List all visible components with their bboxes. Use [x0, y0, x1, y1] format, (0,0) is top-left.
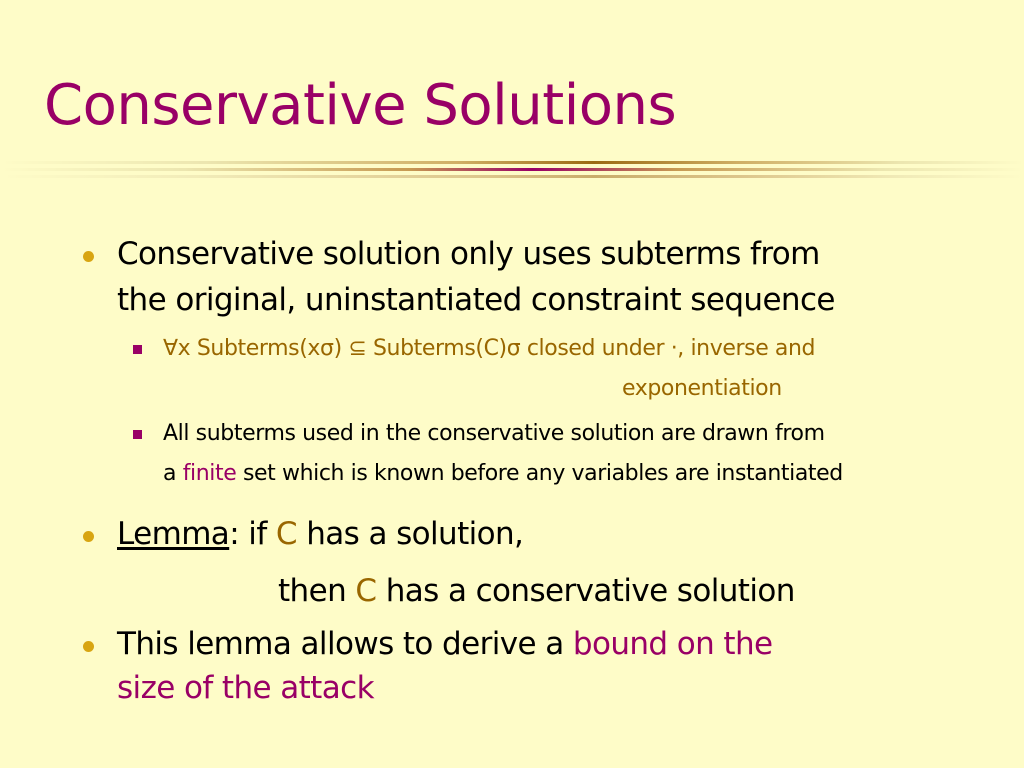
- bound-highlight-2: size of the attack: [117, 670, 374, 706]
- sub-bullet-2-suffix: set which is known before any variables are instantiated: [236, 461, 843, 486]
- finite-highlight: finite: [182, 461, 237, 486]
- lemma-line-2: [278, 573, 795, 609]
- sub-bullet-square-icon: [133, 430, 142, 439]
- sub-bullet-square-icon: [133, 345, 142, 354]
- bullet-3-line-1: [117, 626, 773, 662]
- then-rest: has a conservative solution: [376, 573, 795, 609]
- slide-title: Conservative Solutions: [44, 73, 677, 138]
- title-divider-bottom: [0, 175, 1024, 178]
- sub-bullet-1-line-2: exponentiation: [622, 376, 782, 401]
- sub-bullet-1-line-1: ∀x Subterms(xσ) ⊆ Subterms(C)σ closed under ·, inverse and: [163, 336, 816, 361]
- bullet-3-prefix: This lemma allows to derive a: [117, 626, 573, 662]
- lemma-part-1: : if: [229, 516, 276, 552]
- constraint-c-2: C: [355, 573, 377, 609]
- bullet-dot-icon: [83, 251, 94, 262]
- sub-bullet-2-line-1: All subterms used in the conservative solution are drawn from: [163, 421, 825, 446]
- then-word: then: [278, 573, 356, 609]
- sub-bullet-2-prefix: a: [163, 461, 183, 486]
- lemma-word: Lemma: [117, 516, 230, 552]
- lemma-line-1: [117, 516, 523, 552]
- title-divider-top: [0, 161, 1024, 164]
- title-divider-middle: [0, 168, 1024, 171]
- bullet-dot-icon: [83, 531, 94, 542]
- bullet-1-line-1: Conservative solution only uses subterms from: [117, 236, 820, 272]
- bound-highlight-1: bound on the: [572, 626, 773, 662]
- sub-bullet-2-line-2: [163, 461, 843, 486]
- bullet-dot-icon: [83, 641, 94, 652]
- constraint-c: C: [275, 516, 297, 552]
- bullet-1-line-2: the original, uninstantiated constraint sequence: [117, 282, 835, 318]
- lemma-part-2: has a solution,: [296, 516, 524, 552]
